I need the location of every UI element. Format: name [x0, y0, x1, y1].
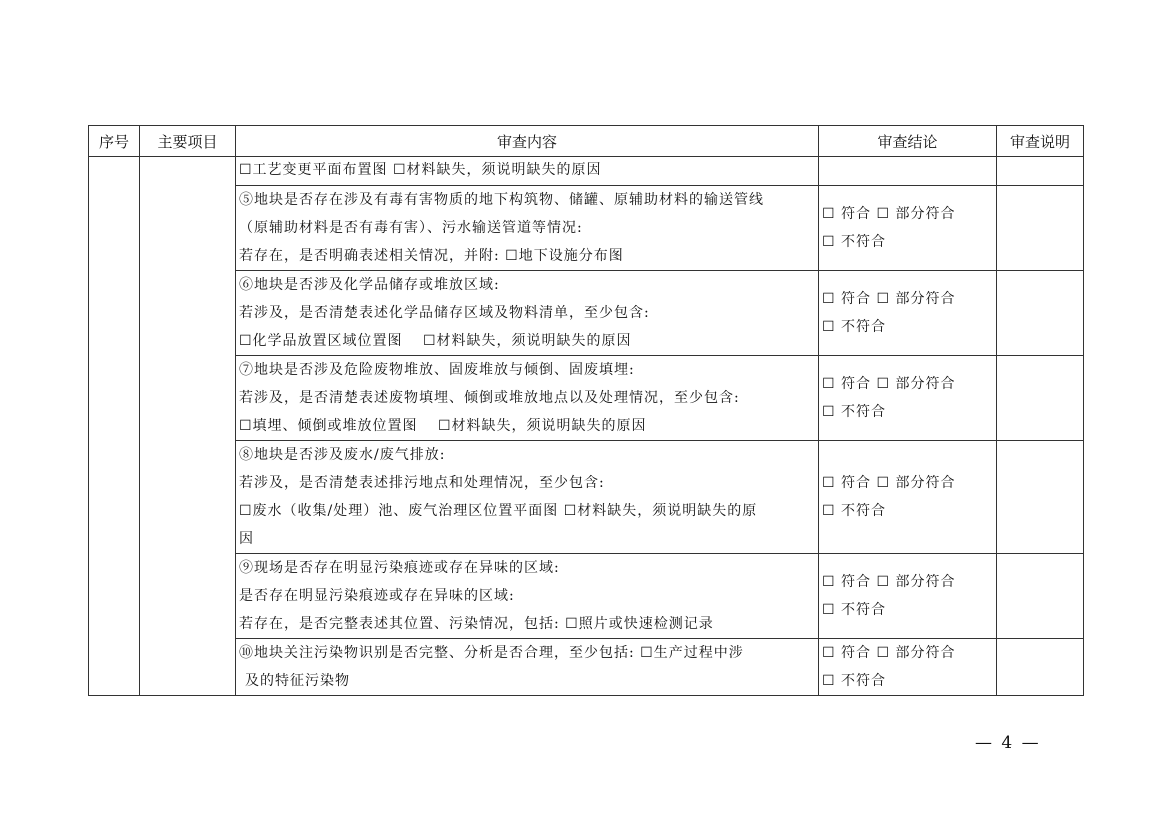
content-line: 若存在，是否明确表述相关情况，并附: ☐地下设施分布图: [239, 248, 624, 264]
table-row: [89, 639, 1084, 696]
note-cell: [997, 554, 1084, 639]
note-cell: [997, 639, 1084, 696]
content-line: ⑨现场是否存在明显污染痕迹或存在异味的区域:: [239, 560, 560, 576]
note-cell: [997, 186, 1084, 271]
table-row: [89, 441, 1084, 554]
conclusion-option-line[interactable]: ☐ 不符合: [822, 602, 887, 618]
conclusion-cell: [819, 554, 997, 639]
review-table: [88, 125, 1084, 696]
content-cell: [236, 271, 819, 356]
content-line: ⑦地块是否涉及危险废物堆放、固废堆放与倾倒、固废填埋:: [239, 362, 635, 378]
conclusion-cell: [819, 441, 997, 554]
content-cell: [236, 157, 819, 186]
content-cell: [236, 441, 819, 554]
page-number: — 4 —: [975, 733, 1041, 753]
table-row: [89, 157, 1084, 186]
header-item: 主要项目: [140, 126, 236, 157]
header-content: 审查内容: [236, 126, 819, 157]
content-line: 若存在，是否完整表述其位置、污染情况，包括: ☐照片或快速检测记录: [239, 616, 714, 632]
content-line: ⑤地块是否存在涉及有毒有害物质的地下构筑物、储罐、原辅助材料的输送管线: [239, 192, 764, 208]
conclusion-option-line[interactable]: ☐ 符合 ☐ 部分符合: [822, 574, 956, 590]
conclusion-option-line[interactable]: ☐ 符合 ☐ 部分符合: [822, 376, 956, 392]
conclusion-cell: [819, 186, 997, 271]
header-conclusion: 审查结论: [819, 126, 997, 157]
conclusion-option-line[interactable]: ☐ 不符合: [822, 234, 887, 250]
content-cell: [236, 186, 819, 271]
conclusion-cell: [819, 157, 997, 186]
header-note: 审查说明: [997, 126, 1084, 157]
conclusion-cell: [819, 271, 997, 356]
content-cell: [236, 554, 819, 639]
conclusion-option-line[interactable]: ☐ 符合 ☐ 部分符合: [822, 206, 956, 222]
note-cell: [997, 157, 1084, 186]
conclusion-option-line[interactable]: ☐ 符合 ☐ 部分符合: [822, 475, 956, 491]
table-row: [89, 186, 1084, 271]
conclusion-cell: [819, 639, 997, 696]
conclusion-option-line[interactable]: ☐ 不符合: [822, 319, 887, 335]
note-cell: [997, 356, 1084, 441]
content-line: ⑩地块关注污染物识别是否完整、分析是否合理，至少包括: ☐生产过程中涉: [239, 645, 744, 661]
conclusion-option-line[interactable]: ☐ 不符合: [822, 404, 887, 420]
content-line: 若涉及，是否清楚表述化学品储存区域及物料清单，至少包含:: [239, 305, 650, 321]
content-line: 是否存在明显污染痕迹或存在异味的区域:: [239, 588, 515, 604]
table-row: [89, 271, 1084, 356]
content-line: 若涉及，是否清楚表述排污地点和处理情况，至少包含:: [239, 475, 605, 491]
item-cell: [140, 157, 236, 696]
index-cell: [89, 157, 140, 696]
note-cell: [997, 271, 1084, 356]
content-cell: [236, 639, 819, 696]
content-cell: [236, 356, 819, 441]
content-line: 及的特征污染物: [245, 673, 350, 689]
content-line: ☐废水（收集/处理）池、废气治理区位置平面图 ☐材料缺失，须说明缺失的原: [239, 503, 758, 519]
conclusion-option-line[interactable]: ☐ 符合 ☐ 部分符合: [822, 291, 956, 307]
content-line: ⑥地块是否涉及化学品储存或堆放区域:: [239, 277, 500, 293]
content-line: 若涉及，是否清楚表述废物填埋、倾倒或堆放地点以及处理情况，至少包含:: [239, 390, 740, 406]
header-index: 序号: [89, 126, 140, 157]
content-line: ☐填埋、倾倒或堆放位置图 ☐材料缺失，须说明缺失的原因: [239, 418, 647, 434]
conclusion-cell: [819, 356, 997, 441]
table-row: [89, 356, 1084, 441]
header-row: [89, 126, 1084, 157]
conclusion-option-line[interactable]: ☐ 符合 ☐ 部分符合: [822, 645, 956, 661]
table-row: [89, 554, 1084, 639]
content-line: ⑧地块是否涉及废水/废气排放:: [239, 447, 446, 463]
conclusion-option-line[interactable]: ☐ 不符合: [822, 503, 887, 519]
conclusion-option-line[interactable]: ☐ 不符合: [822, 673, 887, 689]
content-line: （原辅助材料是否有毒有害）、污水输送管道等情况:: [239, 220, 583, 236]
note-cell: [997, 441, 1084, 554]
content-line: ☐工艺变更平面布置图 ☐材料缺失，须说明缺失的原因: [239, 162, 602, 178]
content-line: 因: [239, 531, 254, 547]
content-line: ☐化学品放置区域位置图 ☐材料缺失，须说明缺失的原因: [239, 333, 632, 349]
